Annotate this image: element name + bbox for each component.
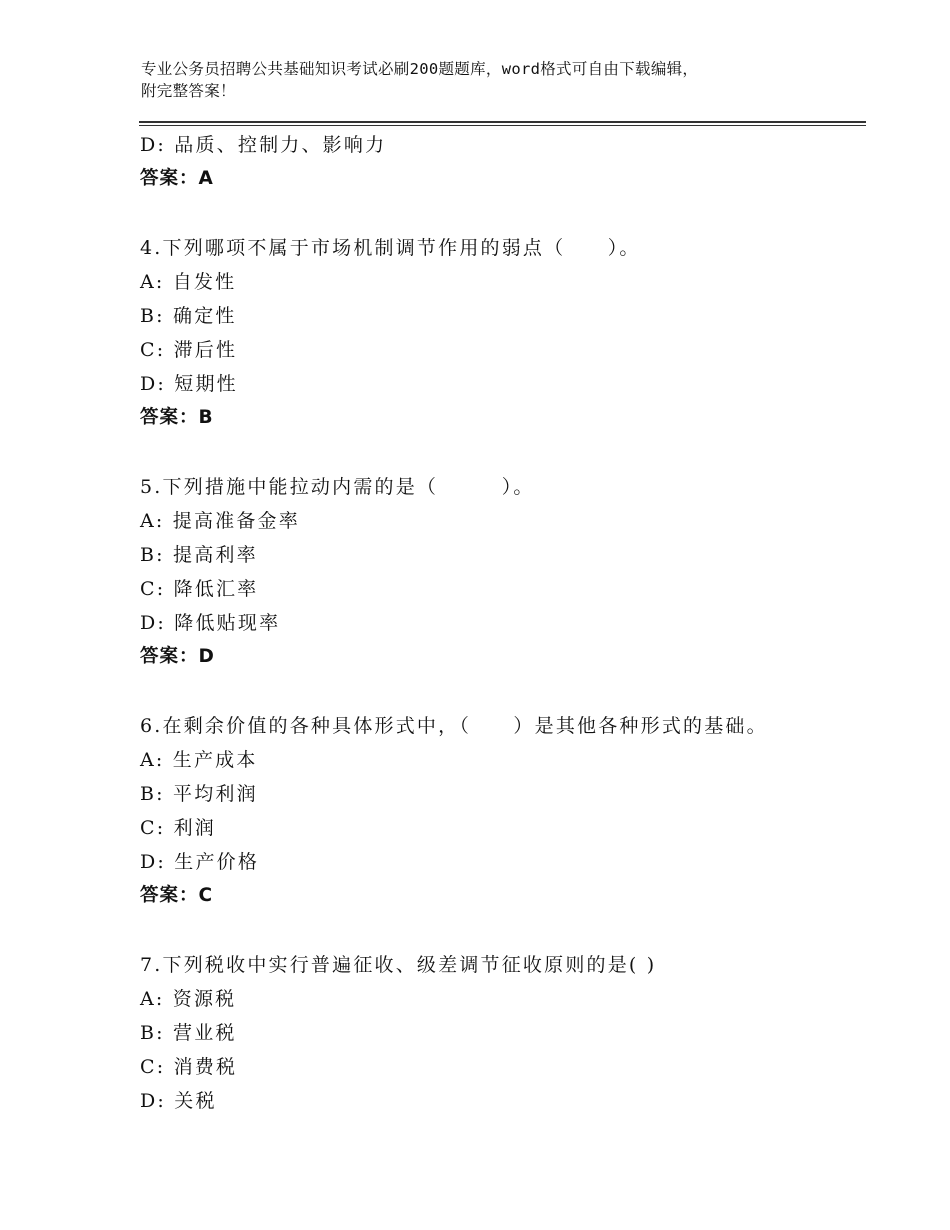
option-c: C: 消费税 [140,1056,238,1078]
spacer [140,674,860,709]
carry-over-option-d: D: 品质、控制力、影响力 [140,134,387,156]
option-c: C: 滞后性 [140,339,238,361]
spacer [140,913,860,948]
header-divider-thick [139,121,866,123]
header-divider-thin [139,125,866,126]
header-title-line2: 附完整答案！ [141,82,236,100]
option-d: D: 降低贴现率 [140,612,281,634]
option-b: B: 平均利润 [140,783,258,805]
answer: 答案：D [140,646,215,667]
question-stem: 6.在剩余价值的各种具体形式中，（ ）是其他各种形式的基础。 [140,715,768,737]
option-c: C: 利润 [140,817,216,839]
option-a: A: 生产成本 [140,749,258,771]
option-a: A: 自发性 [140,271,237,293]
spacer [140,196,860,231]
option-a: A: 提高准备金率 [140,510,300,532]
question-stem: 5.下列措施中能拉动内需的是（ ）。 [140,476,535,498]
answer: 答案：C [140,885,214,906]
question-stem: 7.下列税收中实行普遍征收、级差调节征收原则的是( ) [140,954,657,976]
question-4 [140,231,860,435]
option-b: B: 提高利率 [140,544,258,566]
option-b: B: 确定性 [140,305,237,327]
option-d: D: 关税 [140,1090,217,1112]
question-5 [140,470,860,674]
header-title-line1: 专业公务员招聘公共基础知识考试必刷200题题库，word格式可自由下载编辑， [141,60,699,78]
question-6 [140,709,860,913]
spacer [140,435,860,470]
option-c: C: 降低汇率 [140,578,259,600]
question-7 [140,948,860,1118]
question-list [140,128,860,1118]
answer: 答案：B [140,407,214,428]
page-header [141,58,841,102]
option-d: D: 短期性 [140,373,238,395]
option-b: B: 营业税 [140,1022,237,1044]
question-stem: 4.下列哪项不属于市场机制调节作用的弱点（ ）。 [140,237,641,259]
option-a: A: 资源税 [140,988,237,1010]
option-d: D: 生产价格 [140,851,260,873]
carry-over-answer: 答案：A [140,168,214,189]
